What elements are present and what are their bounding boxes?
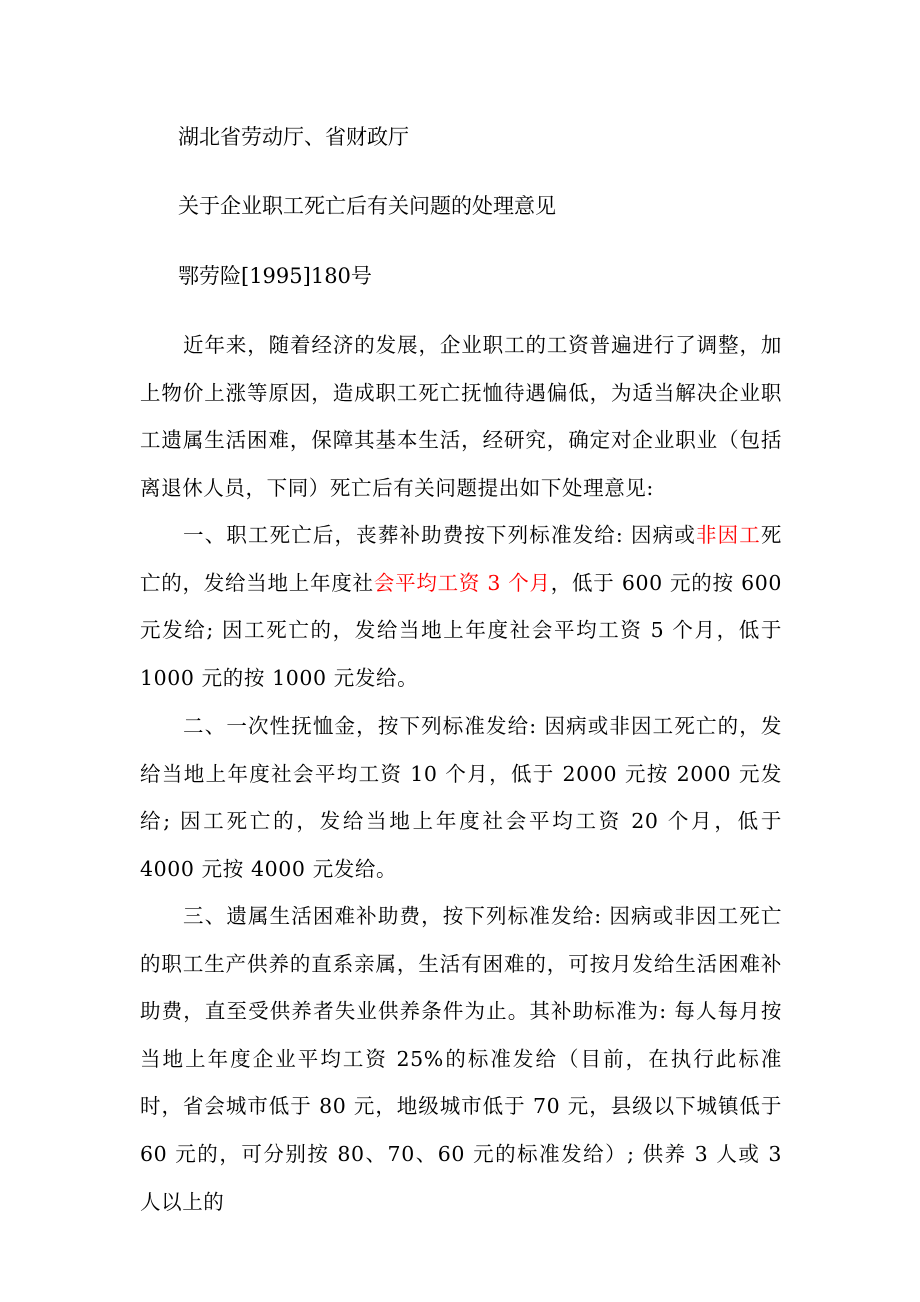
item-3-paragraph: 三、遗属生活困难补助费，按下列标准发给: 因病或非因工死亡的职工生产供养的直系亲属，生活有困难的，可按月发给生活困难补助费，直至受供养者失业供养条件为止。其补助标准为: 每人每月按当地上年度企业平均工资 25%的标准发给（目前，在执行此标准时，省会城市低于 80 元，地级城市低于 70 元，县级以下城镇低于 60 元的，可分别按 80、70、60 元的标准发给）; 供养 3 人或 3 人以上的	[140, 904, 782, 1214]
item-1-text-b: 死亡的，发给当地上年度社	[140, 523, 783, 595]
item-1-text-c: ，低于 600 元的按 600 元发给; 因工死亡的，发给当地上年度社会平均工资 5 个月，低于 1000 元的按 1000 元发给。	[140, 570, 782, 690]
document-number: 鄂劳险[1995]180号	[178, 264, 372, 288]
subject-heading: 关于企业职工死亡后有关问题的处理意见	[178, 194, 556, 218]
item-1-paragraph	[140, 512, 782, 702]
item-2-paragraph: 二、一次性抚恤金，按下列标准发给: 因病或非因工死亡的，发给当地上年度社会平均工资 10 个月，低于 2000 元按 2000 元发给; 因工死亡的，发给当地上年度社会平均工资 20 个月，低于 4000 元按 4000 元发给。	[140, 714, 782, 881]
item-1-highlight-a: 非因工	[695, 523, 761, 547]
item-1-highlight-b: 会平均工资 3 个月	[373, 570, 551, 595]
intro-paragraph: 近年来，随着经济的发展，企业职工的工资普遍进行了调整，加上物价上涨等原因，造成职工死亡抚恤待遇偏低，为适当解决企业职工遗属生活困难，保障其基本生活，经研究，确定对企业职业（包括离退休人员，下同）死亡后有关问题提出如下处理意见:	[140, 333, 782, 500]
item-1-text-a: 一、职工死亡后，丧葬补助费按下列标准发给: 因病或	[183, 523, 696, 547]
issuer-heading: 湖北省劳动厅、省财政厅	[178, 125, 409, 149]
